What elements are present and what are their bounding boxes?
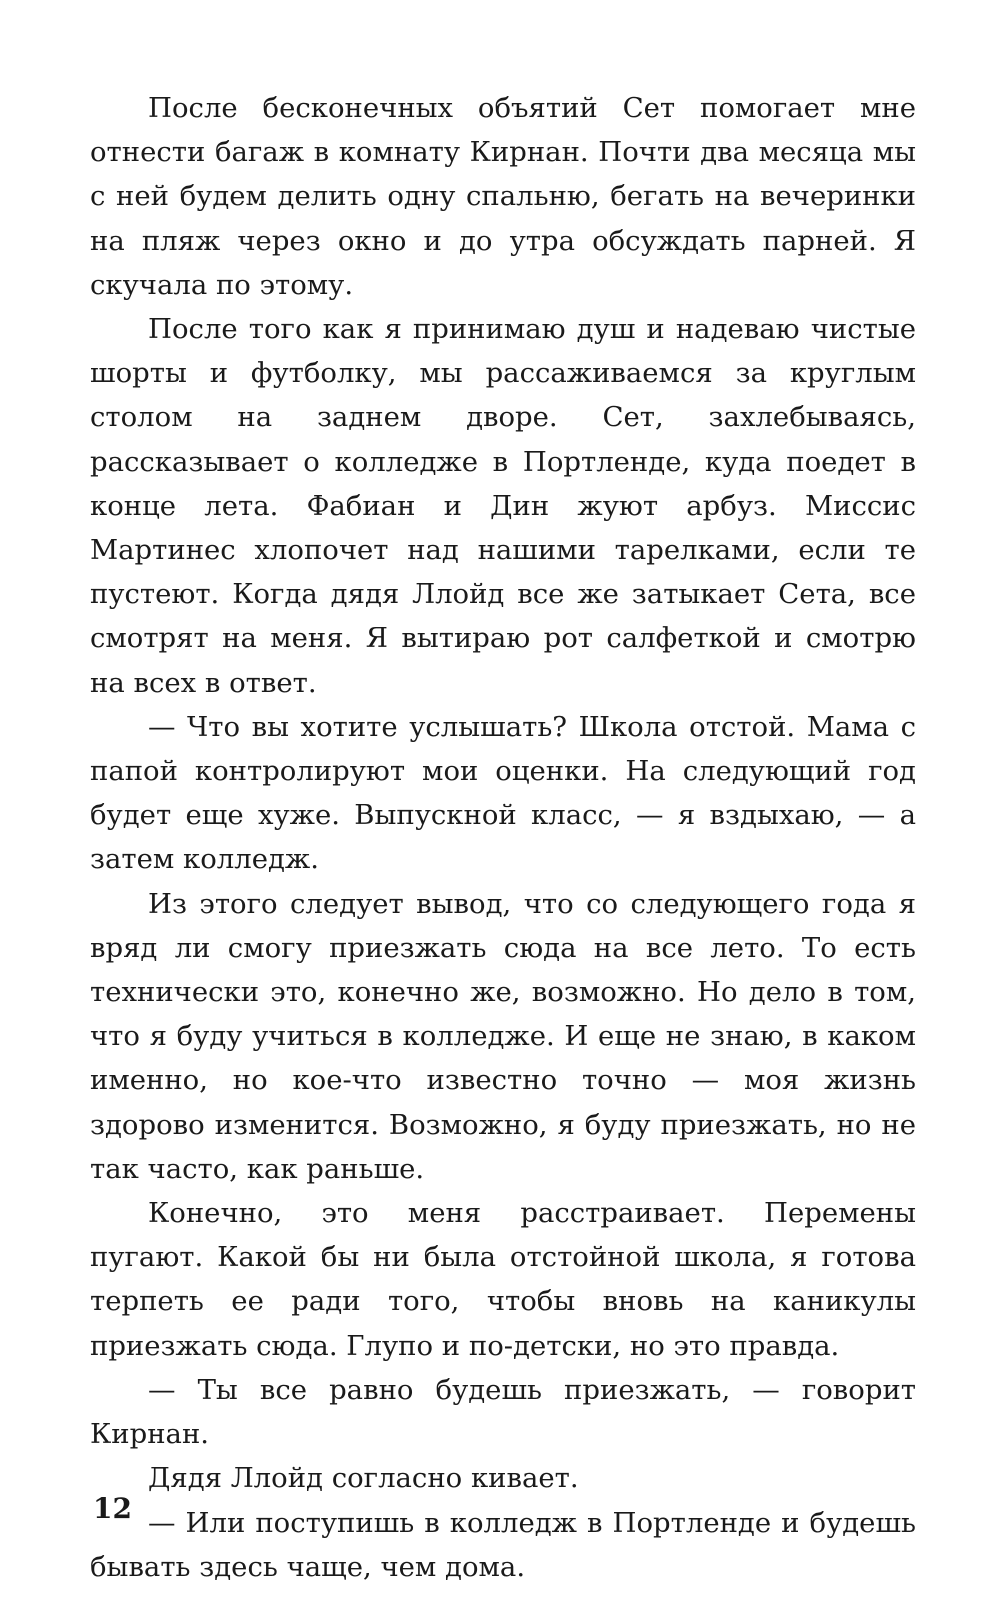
- paragraph: — Или поступишь в колледж в Портленде и будешь бывать здесь чаще, чем дома.: [90, 1506, 916, 1583]
- body-text: [90, 86, 916, 1589]
- paragraph: — Что вы хотите услышать? Школа отстой. Мама с папой контролируют мои оценки. На следующий год будет еще хуже. Выпускной класс, — я вздыхаю, — а затем колледж.: [90, 710, 916, 876]
- paragraph: После того как я принимаю душ и надеваю чистые шорты и футболку, мы рассаживаемся за круглым столом на заднем дворе. Сет, захлебываясь, рассказывает о колледже в Портленде, куда поедет в конце лета. Фабиан и Дин жуют арбуз. Миссис Мартинес хлопочет над нашими тарелками, если те пустеют. Когда дядя Ллойд все же затыкает Сета, все смотрят на меня. Я вытираю рот салфеткой и смотрю на всех в ответ.: [90, 313, 916, 699]
- paragraph: — Ты все равно будешь приезжать, — говорит Кирнан.: [90, 1373, 916, 1451]
- page-number: 12: [93, 1492, 132, 1525]
- paragraph: Дядя Ллойд согласно кивает.: [148, 1462, 579, 1495]
- paragraph: После бесконечных объятий Сет помогает мне отнести багаж в комнату Кирнан. Почти два месяца мы с ней будем делить одну спальню, бегать на вечеринки на пляж через окно и до утра обсуждать парней. Я скучала по этому.: [90, 92, 916, 301]
- paragraph: Конечно, это меня расстраивает. Перемены пугают. Какой бы ни была отстойной школа, я готова терпеть ее ради того, чтобы вновь на каникулы приезжать сюда. Глупо и по-детски, но это правда.: [90, 1197, 916, 1362]
- paragraph: Из этого следует вывод, что со следующего года я вряд ли смогу приезжать сюда на все лето. То есть технически это, конечно же, возможно. Но дело в том, что я буду учиться в колледже. И еще не знаю, в каком именно, но кое-что известно точно — моя жизнь здорово изменится. Возможно, я буду приезжать, но не так часто, как раньше.: [90, 887, 916, 1185]
